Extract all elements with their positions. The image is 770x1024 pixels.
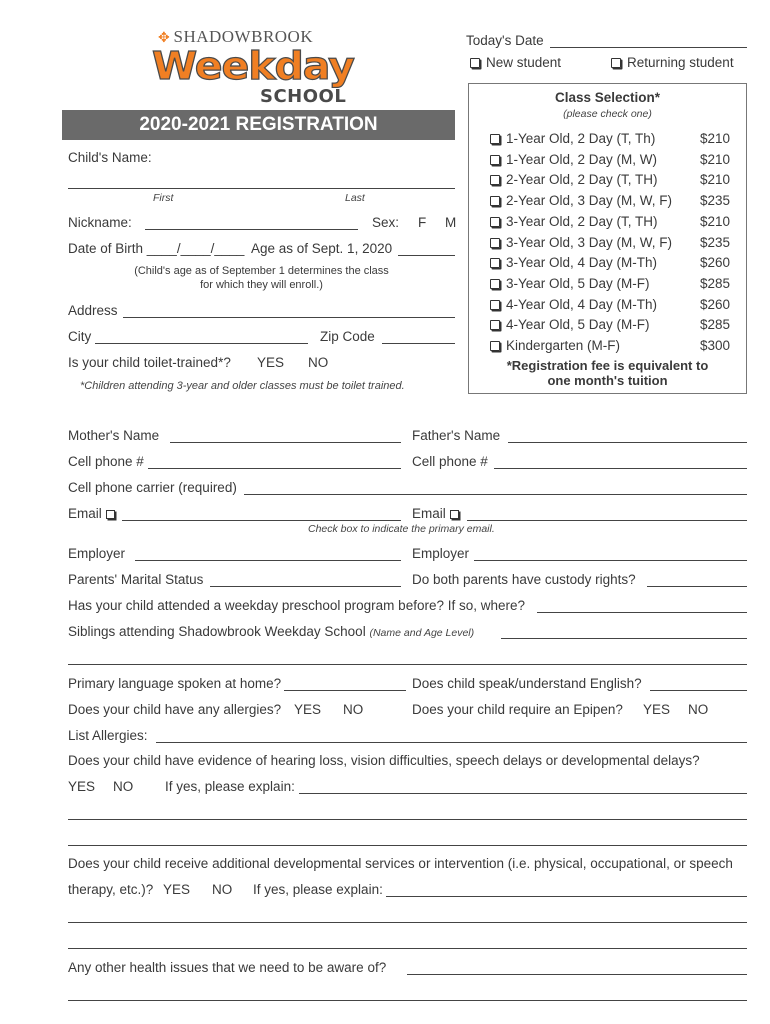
class-option-price: $210 [699,151,730,167]
checkbox-icon[interactable] [490,217,500,227]
english-label: Does child speak/understand English? [412,676,642,691]
services-explain-field-3[interactable] [68,948,747,949]
siblings-field[interactable] [501,638,747,639]
class-selection-title: Class Selection* [554,90,661,105]
email-mother: Email [68,506,115,521]
class-option-price: $300 [699,338,730,353]
other-health-label: Any other health issues that we need to be aware of? [68,960,387,975]
toilet-trained-label: Is your child toilet-trained*? [68,355,231,370]
age-note: (Child's age as of September 1 determines the class for which they will enroll.) [134,265,389,291]
city-label: City [68,329,92,344]
class-option-price: $210 [699,213,730,229]
checkbox-icon[interactable] [490,134,500,144]
sex-f-option[interactable]: F [418,215,427,230]
class-option-label: 3-Year Old, 3 Day (M, W, F) [506,234,673,250]
class-option-label: 1-Year Old, 2 Day (M, W) [506,151,658,167]
evidence-explain-field-2[interactable] [68,819,747,820]
checkbox-icon[interactable] [490,300,500,310]
class-option-label: 1-Year Old, 2 Day (T, Th) [506,131,656,146]
services-explain-field[interactable] [386,896,747,897]
email-note: Check box to indicate the primary email. [308,523,495,535]
todays-date-label: Today's Date [466,33,544,48]
class-option-label: 3-Year Old, 5 Day (M-F) [506,275,650,291]
employer-father-label: Employer [412,546,470,561]
class-option[interactable] [490,276,730,291]
class-option-price: $260 [699,296,730,312]
employer-mother-label: Employer [68,546,126,561]
primary-email-checkbox-icon[interactable] [106,510,115,519]
services-yes-option[interactable]: YES [163,882,191,897]
marital-status-label: Parents' Marital Status [68,572,204,587]
sex-label: Sex: [372,215,400,230]
epipen-yes-option[interactable]: YES [643,702,671,717]
checkbox-icon[interactable] [490,155,500,165]
checkbox-icon[interactable] [490,341,500,351]
class-option-price: $235 [699,234,730,250]
city-field[interactable] [95,343,308,344]
language-label: Primary language spoken at home? [68,676,282,691]
age-field[interactable] [398,255,455,256]
class-option-price: $235 [699,193,730,209]
sex-m-option[interactable]: M [445,215,457,230]
class-option-label: 2-Year Old, 2 Day (T, TH) [506,172,658,188]
allergies-yes-option[interactable]: YES [294,702,322,717]
registration-fee-note: *Registration fee is equivalent to one month's tuition [506,358,709,388]
checkbox-icon[interactable] [490,258,500,268]
toilet-note: *Children attending 3-year and older classes must be toilet trained. [80,380,405,392]
marital-status-field[interactable] [210,586,401,587]
custody-field[interactable] [647,586,747,587]
address-field[interactable] [123,317,455,318]
evidence-label: Does your child have evidence of hearing loss, vision difficulties, speech delays or developmental delays? [68,753,700,768]
class-option-price: $260 [699,255,730,271]
class-option-price: $210 [699,131,730,146]
class-option[interactable] [490,338,730,353]
primary-email-checkbox-icon[interactable] [450,510,459,519]
checkbox-icon[interactable] [490,279,500,289]
class-option-label: 2-Year Old, 3 Day (M, W, F) [506,193,673,209]
checkbox-icon[interactable] [470,58,480,68]
class-option-price: $210 [699,172,730,188]
class-option[interactable] [490,214,730,229]
class-option-label: 4-Year Old, 5 Day (M-F) [506,317,650,333]
evidence-yes-option[interactable]: YES [68,779,96,794]
preschool-field[interactable] [537,612,747,613]
zip-field[interactable] [382,343,455,344]
evidence-explain-label: If yes, please explain: [165,779,295,794]
childs-name-field[interactable] [68,188,455,189]
evidence-explain-field[interactable] [299,793,747,794]
logo-school: SCHOOL [260,86,347,107]
services-label-2: therapy, etc.)? [68,882,154,897]
registration-banner: 2020-2021 REGISTRATION [62,110,455,140]
list-allergies-label: List Allergies: [68,728,148,743]
other-health-field[interactable] [407,974,747,975]
services-no-option[interactable]: NO [212,882,233,897]
employer-mother-field[interactable] [135,560,401,561]
class-option-label: Kindergarten (M-F) [506,338,621,353]
email-mother-field[interactable] [122,520,401,521]
mother-name-field[interactable] [170,442,401,443]
last-name-caption: Last [345,192,365,204]
checkbox-icon[interactable] [490,196,500,206]
class-option[interactable] [490,193,730,208]
cell-carrier-label: Cell phone carrier (required) [68,480,237,495]
class-option-label: 4-Year Old, 4 Day (M-Th) [506,296,658,312]
class-option[interactable] [490,152,730,167]
services-explain-field-2[interactable] [68,922,747,923]
new-student-option[interactable]: New student [470,55,561,70]
class-option[interactable] [490,317,730,332]
checkbox-icon[interactable] [490,238,500,248]
email-father: Email [412,506,459,521]
mother-cell-label: Cell phone # [68,454,144,469]
date-of-birth-field[interactable]: Date of Birth ____/____/____ [68,241,245,256]
checkbox-icon[interactable] [611,58,621,68]
childs-name-label: Child's Name: [68,150,152,165]
returning-student-option[interactable]: Returning student [611,55,734,70]
class-option[interactable] [490,235,730,250]
cell-carrier-field[interactable] [244,494,747,495]
class-option[interactable] [490,172,730,187]
evidence-no-option[interactable]: NO [113,779,134,794]
services-explain-label: If yes, please explain: [253,882,383,897]
mother-cell-field[interactable] [148,468,401,469]
class-option[interactable] [490,297,730,312]
epipen-label: Does your child require an Epipen? [412,702,623,717]
class-option[interactable] [490,255,730,270]
preschool-label: Has your child attended a weekday preschool program before? If so, where? [68,598,526,613]
language-field[interactable] [284,690,406,691]
class-selection-subtitle: (please check one) [563,108,652,120]
toilet-no-option[interactable]: NO [308,355,329,370]
class-option-label: 3-Year Old, 4 Day (M-Th) [506,255,658,271]
age-label: Age as of Sept. 1, 2020 [251,241,393,256]
nickname-field[interactable] [145,229,358,230]
nickname-label: Nickname: [68,215,132,230]
class-option[interactable] [490,131,730,146]
mother-name-label: Mother's Name [68,428,160,443]
checkbox-icon[interactable] [490,175,500,185]
english-field[interactable] [650,690,747,691]
address-label: Address [68,303,118,318]
allergies-no-option[interactable]: NO [343,702,364,717]
class-option-label: 3-Year Old, 2 Day (T, TH) [506,213,658,229]
epipen-no-option[interactable]: NO [688,702,709,717]
employer-father-field[interactable] [474,560,747,561]
list-allergies-field[interactable] [156,742,747,743]
zip-label: Zip Code [320,329,375,344]
logo-cross-icon: ✥ [158,29,170,45]
allergies-label: Does your child have any allergies? [68,702,282,717]
siblings-label: Siblings attending Shadowbrook Weekday School (Name and Age Level) [68,624,475,639]
custody-label: Do both parents have custody rights? [412,572,636,587]
services-label: Does your child receive additional developmental services or intervention (i.e. physical, occupational, or speech [68,856,733,871]
father-cell-label: Cell phone # [412,454,488,469]
email-father-field[interactable] [467,520,747,521]
father-cell-field[interactable] [494,468,747,469]
evidence-explain-field-3[interactable] [68,845,747,846]
logo-weekday: Weekday [152,44,354,88]
todays-date-field[interactable] [550,47,747,48]
class-option-price: $285 [699,275,730,291]
other-health-field-2[interactable] [68,1000,747,1001]
siblings-field-2[interactable] [68,664,747,665]
class-option-price: $285 [699,317,730,333]
toilet-yes-option[interactable]: YES [257,355,285,370]
logo-shadowbrook: ✥ SHADOWBROOK [158,27,314,46]
father-name-label: Father's Name [412,428,501,443]
father-name-field[interactable] [508,442,747,443]
checkbox-icon[interactable] [490,320,500,330]
first-name-caption: First [153,192,174,204]
